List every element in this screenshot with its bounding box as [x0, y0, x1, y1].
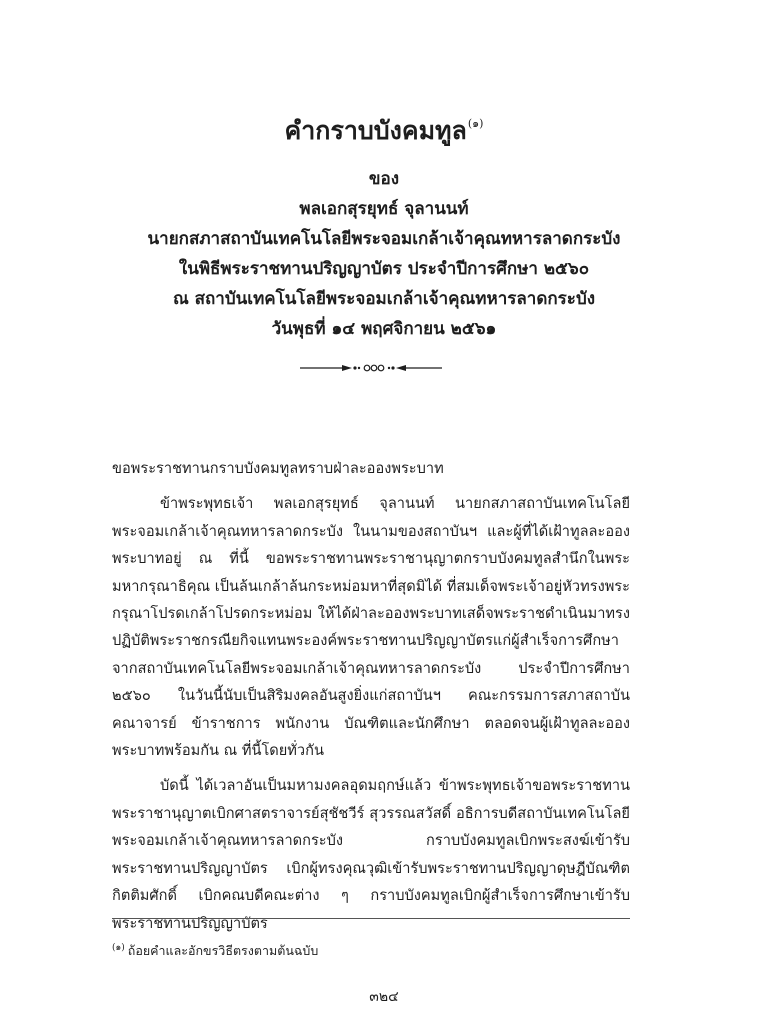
footnote [112, 939, 318, 960]
heading-line-of: ของ [368, 169, 400, 189]
heading-line-position: นายกสภาสถาบันเทคโนโลยีพระจอมเกล้าเจ้าคุณทหารลาดกระบัง [147, 229, 621, 249]
page-number: ๓๒๔ [369, 989, 399, 1005]
ornament-divider-icon [298, 360, 444, 376]
paragraph-2: บัดนี้ ได้เวลาอันเป็นมหามงคลอุดมฤกษ์แล้ว ข้าพระพุทธเจ้าขอพระราชทานพระราชานุญาตเบิกศาสตราจารย์สุชัชวีร์ สุวรรณสวัสดิ์ อธิการบดีสถาบันเทคโนโลยีพระจอมเกล้าเจ้าคุณทหารลาดกระบัง กราบบังคมทูลเบิกพระสงฆ์เข้ารับพระราชทานปริญญาบัตร เบิกผู้ทรงคุณวุฒิเข้ารับพระราชทานปริญญาดุษฎีบัณฑิตกิตติมศักดิ์ เบิกคณบดีคณะต่าง ๆ กราบบังคมทูลเบิกผู้สำเร็จการศึกษาเข้ารับพระราชทานปริญญาบัตร [112, 777, 630, 932]
footnote-divider [112, 918, 630, 919]
heading-line-venue: ณ สถาบันเทคโนโลยีพระจอมเกล้าเจ้าคุณทหารลาดกระบัง [172, 289, 596, 309]
footnote-mark: (๑) [112, 943, 125, 953]
heading-line-speaker: พลเอกสุรยุทธ์ จุลานนท์ [299, 199, 469, 219]
title-footnote-mark: (๑) [467, 117, 484, 130]
footnote-text: ถ้อยคำและอักขรวิธีตรงตามต้นฉบับ [127, 943, 319, 958]
title-text: คำกราบบังคมทูล [284, 116, 467, 145]
speech-body [112, 455, 630, 945]
speech-heading [0, 164, 768, 344]
heading-line-ceremony: ในพิธีพระราชทานปริญญาบัตร ประจำปีการศึกษา ๒๕๖๐ [178, 259, 590, 279]
page-title [0, 106, 768, 149]
paragraph-1: ข้าพระพุทธเจ้า พลเอกสุรยุทธ์ จุลานนท์ นายกสภาสถาบันเทคโนโลยีพระจอมเกล้าเจ้าคุณทหารลาดกระบัง ในนามของสถาบันฯ และผู้ที่ได้เฝ้าทูลละอองพระบาทอยู่ ณ ที่นี้ ขอพระราชทานพระราชานุญาตกราบบังคมทูลสำนึกในพระมหากรุณาธิคุณ เป็นล้นเกล้าล้นกระหม่อมหาที่สุดมิได้ ที่สมเด็จพระเจ้าอยู่หัวทรงพระกรุณาโปรดเกล้าโปรดกระหม่อม ให้ได้ฝ่าละอองพระบาทเสด็จพระราชดำเนินมาทรงปฏิบัติพระราชกรณียกิจแทนพระองค์พระราชทานปริญญาบัตรแก่ผู้สำเร็จการศึกษา จากสถาบันเทคโนโลยีพระจอมเกล้าเจ้าคุณทหารลาดกระบัง ประจำปีการศึกษา ๒๕๖๐ ในวันนี้นับเป็นสิริมงคลอันสูงยิ่งแก่สถาบันฯ คณะกรรมการสภาสถาบัน คณาจารย์ ข้าราชการ พนักงาน บัณฑิตและนักศึกษา ตลอดจนผู้เฝ้าทูลละอองพระบาทพร้อมกัน ณ ที่นี้โดยทั่วกัน [112, 495, 630, 760]
heading-line-date: วันพุธที่ ๑๔ พฤศจิกายน ๒๕๖๑ [271, 319, 497, 339]
salutation: ขอพระราชทานกราบบังคมทูลทราบฝ่าละอองพระบาท [112, 460, 444, 477]
